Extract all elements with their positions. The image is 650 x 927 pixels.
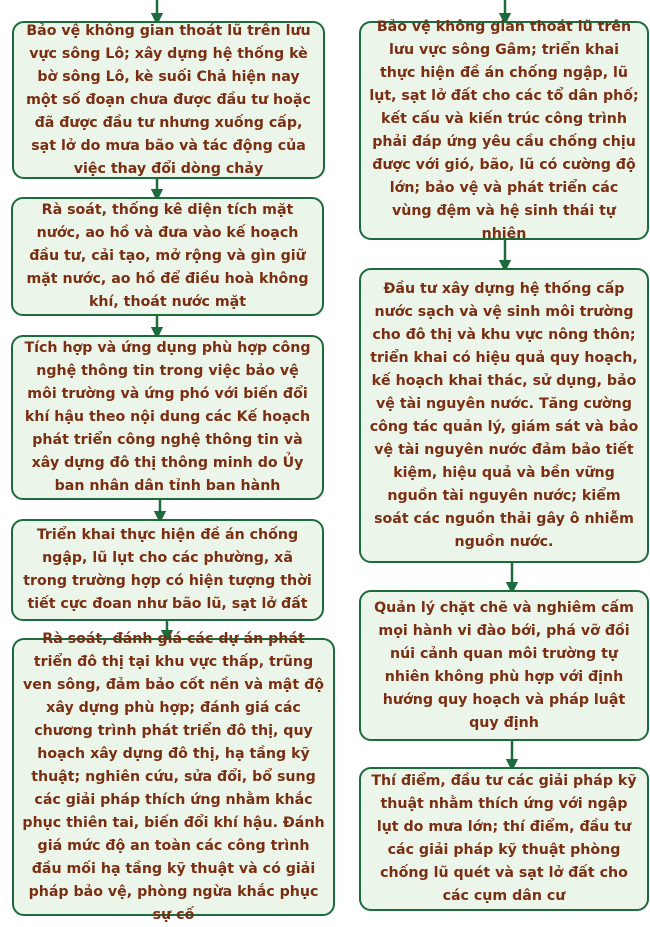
flow-box-right-2 xyxy=(359,268,649,563)
flow-box-text: Bảo vệ không gian thoát lũ trên lưu vực sông Lô; xây dựng hệ thống kè bờ sông Lô, kè suối Chả hiện nay một số đoạn chưa được đầu tư hoặc đã được đầu tư nhưng xuống cấp, sạt lở do mưa bão và tác động của việc thay đổi dòng chảy xyxy=(26,22,311,177)
flow-box-text: Thí điểm, đầu tư các giải pháp kỹ thuật nhằm thích ứng với ngập lụt do mưa lớn; thí điểm, đầu tư các giải pháp kỹ thuật phòng chống lũ quét và sạt lở đất cho các cụm dân cư xyxy=(371,773,637,904)
flow-box-text: Tích hợp và ứng dụng phù hợp công nghệ thông tin trong việc bảo vệ môi trường và ứng phó với biến đổi khí hậu theo nội dung các Kế hoạch phát triển công nghệ thông tin và xây dựng đô thị thông minh do Ủy ban nhân dân tỉnh ban hành xyxy=(24,340,311,494)
flow-box-text: Rà soát, đánh giá các dự án phát triển đô thị tại khu vực thấp, trũng ven sông, đảm bảo cốt nền và mật độ xây dựng phù hợp; đánh giá các chương trình phát triển đô thị, quy hoạch xây dựng đô thị, hạ tầng kỹ thuật; nghiên cứu, sửa đổi, bổ sung các giải pháp thích ứng nhằm khắc phục thiên tai, biến đổi khí hậu. Đánh giá mức độ an toàn các công trình đầu mối hạ tầng kỹ thuật và có giải pháp bảo vệ, phòng ngừa khắc phục sự cố xyxy=(22,630,325,923)
flow-box-text: Rà soát, thống kê diện tích mặt nước, ao hồ và đưa vào kế hoạch đầu tư, cải tạo, mở rộng và gìn giữ mặt nước, ao hồ để điều hoà không khí, thoát nước mặt xyxy=(26,202,309,310)
flow-box-right-3 xyxy=(359,590,649,741)
flow-box-text: Đầu tư xây dựng hệ thống cấp nước sạch và vệ sinh môi trường cho đô thị và khu vực nông thôn; triển khai có hiệu quả quy hoạch, kế hoạch khai thác, sử dụng, bảo vệ tài nguyên nước. Tăng cường công tác quản lý, giám sát và bảo vệ tài nguyên nước đảm bảo tiết kiệm, hiệu quả và bền vững nguồn tài nguyên nước; kiểm soát các nguồn thải gây ô nhiễm nguồn nước. xyxy=(369,280,639,550)
flow-box-text: Bảo vệ không gian thoát lũ trên lưu vực sông Gâm; triển khai thực hiện đề án chống ngập, lũ lụt, sạt lở đất cho các tổ dân phố; kết cấu và kiến trúc công trình phải đáp ứng yêu cầu chống chịu được với gió, bão, lũ có cường độ lớn; bảo vệ và phát triển các vùng đệm và hệ sinh thái tự nhiên xyxy=(369,18,639,242)
flow-box-left-3 xyxy=(11,335,324,500)
flow-box-left-2 xyxy=(11,197,324,316)
flow-box-text: Triển khai thực hiện đề án chống ngập, lũ lụt cho các phường, xã trong trường hợp có hiện tượng thời tiết cực đoan như bão lũ, sạt lở đất xyxy=(23,527,312,612)
flow-box-left-4 xyxy=(11,519,324,621)
flow-box-left-5 xyxy=(12,630,335,923)
flow-box-right-1 xyxy=(359,18,649,242)
flow-box-right-4 xyxy=(359,767,649,911)
flow-box-left-1 xyxy=(12,21,325,179)
flow-box-text: Quản lý chặt chẽ và nghiêm cấm mọi hành vi đào bới, phá vỡ đồi núi cảnh quan môi trường tự nhiên không phù hợp với định hướng quy hoạch và pháp luật quy định xyxy=(374,599,634,731)
